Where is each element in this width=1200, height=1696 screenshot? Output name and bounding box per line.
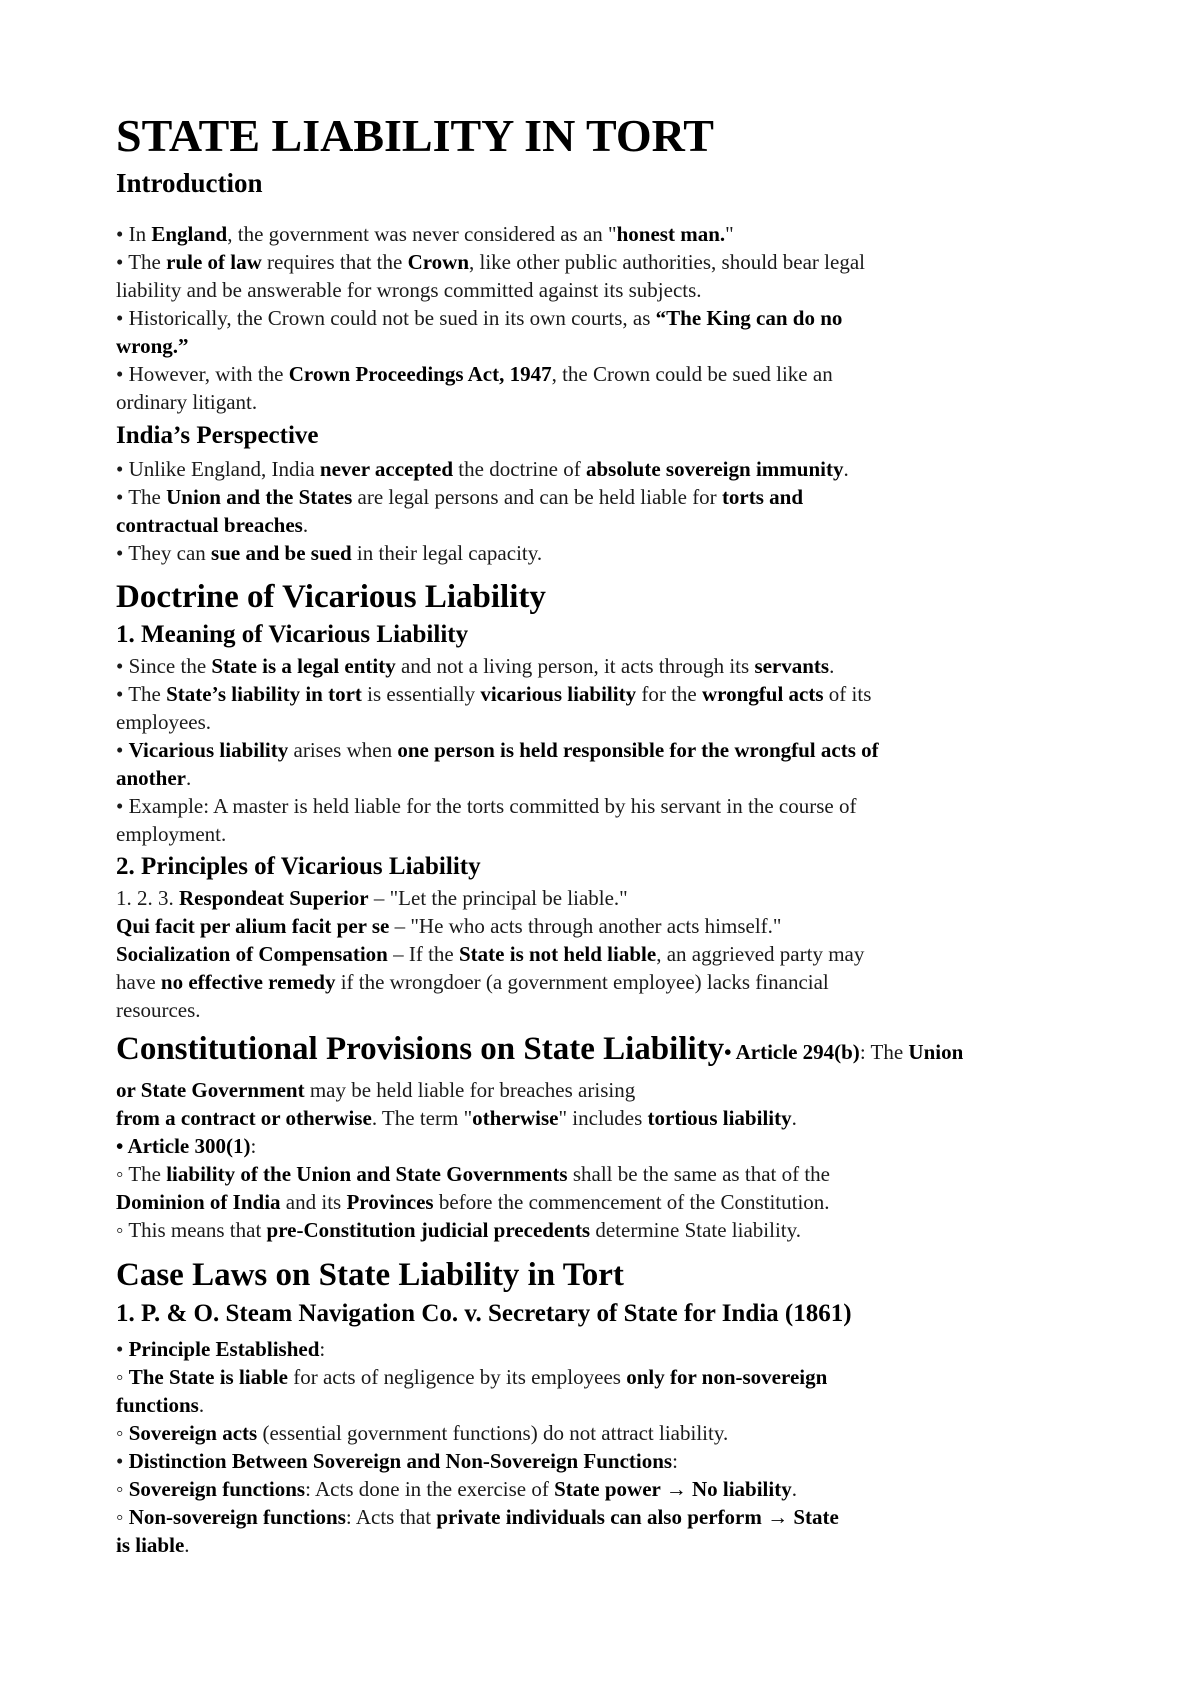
- meaning-bullet-3: • Vicarious liability arises when one person is held responsible for the wrongful acts of: [116, 738, 879, 762]
- principle-1: 1. 2. 3. Respondeat Superior – "Let the principal be liable.": [116, 886, 628, 910]
- intro-bullet-4-cont: ordinary litigant.: [116, 390, 258, 414]
- constitutional-line-2: or State Government may be held liable for breaches arising: [116, 1078, 636, 1102]
- meaning-bullet-3-cont: another.: [116, 766, 192, 790]
- principle-3: Socialization of Compensation – If the State is not held liable, an aggrieved party may: [116, 942, 865, 966]
- introduction-heading: Introduction: [116, 168, 263, 198]
- article-300-line: • Article 300(1):: [116, 1134, 257, 1158]
- case-1-line-5: ◦ Sovereign functions: Acts done in the exercise of State power → No liability.: [116, 1477, 797, 1501]
- principle-3-cont-2: resources.: [116, 998, 201, 1022]
- india-bullet-1: • Unlike England, India never accepted the doctrine of absolute sovereign immunity.: [116, 457, 849, 481]
- case-1-line-2: ◦ The State is liable for acts of negligence by its employees only for non-sovereign: [116, 1365, 828, 1389]
- meaning-bullet-2-cont: employees.: [116, 710, 212, 734]
- constitutional-line-7: ◦ This means that pre-Constitution judicial precedents determine State liability.: [116, 1218, 802, 1242]
- india-bullet-2: • The Union and the States are legal persons and can be held liable for torts and: [116, 485, 804, 509]
- constitutional-heading: Constitutional Provisions on State Liability: [116, 1031, 725, 1067]
- meaning-bullet-4-cont: employment.: [116, 822, 227, 846]
- constitutional-line-6: Dominion of India and its Provinces before the commencement of the Constitution.: [116, 1190, 830, 1214]
- intro-bullet-3-cont: wrong.”: [116, 334, 189, 358]
- case-laws-heading: Case Laws on State Liability in Tort: [116, 1257, 624, 1293]
- intro-bullet-3: • Historically, the Crown could not be sued in its own courts, as “The King can do no: [116, 306, 843, 330]
- intro-bullet-4: • However, with the Crown Proceedings Act, 1947, the Crown could be sued like an: [116, 362, 833, 386]
- meaning-bullet-4: • Example: A master is held liable for the torts committed by his servant in the course of: [116, 794, 857, 818]
- case-1-line-1: • Principle Established:: [116, 1337, 326, 1361]
- principle-3-cont: have no effective remedy if the wrongdoer (a government employee) lacks financial: [116, 970, 829, 994]
- constitutional-line-5: ◦ The liability of the Union and State Governments shall be the same as that of the: [116, 1162, 830, 1186]
- case-1-line-6: ◦ Non-sovereign functions: Acts that private individuals can also perform → State: [116, 1505, 839, 1529]
- case-1-line-3: ◦ Sovereign acts (essential government functions) do not attract liability.: [116, 1421, 729, 1445]
- constitutional-line-3: from a contract or otherwise. The term "otherwise" includes tortious liability.: [116, 1106, 797, 1130]
- principles-heading: 2. Principles of Vicarious Liability: [116, 853, 481, 880]
- meaning-heading: 1. Meaning of Vicarious Liability: [116, 621, 469, 648]
- principle-2: Qui facit per alium facit per se – "He who acts through another acts himself.": [116, 914, 782, 938]
- india-bullet-2-cont: contractual breaches.: [116, 513, 309, 537]
- constitutional-first-line: Constitutional Provisions on State Liability• Article 294(b): The Union: [116, 1031, 964, 1067]
- case-1-line-2-cont: functions.: [116, 1393, 205, 1417]
- case-1-line-6-cont: is liable.: [116, 1533, 190, 1557]
- intro-bullet-1: • In England, the government was never considered as an "honest man.": [116, 222, 734, 246]
- intro-bullet-2-cont: liability and be answerable for wrongs committed against its subjects.: [116, 278, 702, 302]
- meaning-bullet-1: • Since the State is a legal entity and not a living person, it acts through its servants.: [116, 654, 835, 678]
- india-perspective-heading: India’s Perspective: [116, 422, 319, 449]
- document-title: STATE LIABILITY IN TORT: [116, 110, 714, 161]
- meaning-bullet-2: • The State’s liability in tort is essentially vicarious liability for the wrongful acts of its: [116, 682, 872, 706]
- intro-bullet-2: • The rule of law requires that the Crown, like other public authorities, should bear legal: [116, 250, 865, 274]
- vicarious-liability-heading: Doctrine of Vicarious Liability: [116, 579, 546, 615]
- india-bullet-3: • They can sue and be sued in their legal capacity.: [116, 541, 543, 565]
- case-1-heading: 1. P. & O. Steam Navigation Co. v. Secretary of State for India (1861): [116, 1300, 852, 1327]
- case-1-line-4: • Distinction Between Sovereign and Non-Sovereign Functions:: [116, 1449, 678, 1473]
